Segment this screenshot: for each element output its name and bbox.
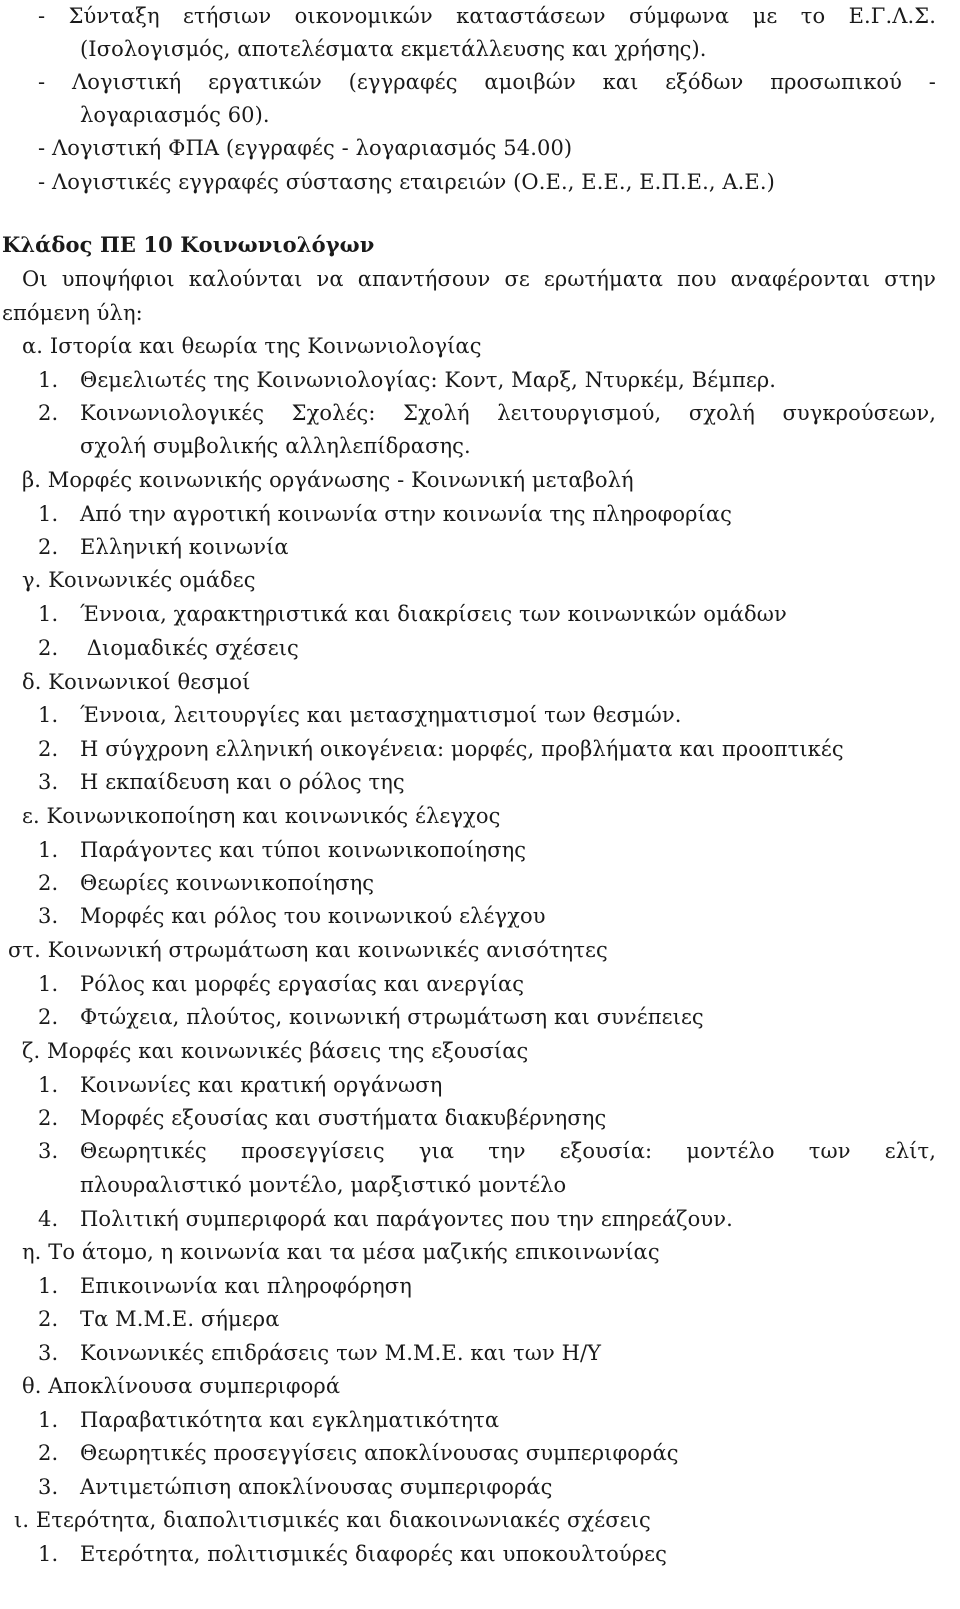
intro-line: (Ισολογισμός, αποτελέσματα εκμετάλλευσης και χρήσης).	[80, 37, 707, 61]
list-item-continuation: πλουραλιστικό μοντέλο, μαρξιστικό μοντέλο	[80, 1173, 567, 1197]
list-item: 3. Μορφές και ρόλος του κοινωνικού ελέγχου	[38, 904, 546, 928]
list-item: 2. Θεωρίες κοινωνικοποίησης	[38, 871, 375, 895]
list-item: 2. Η σύγχρονη ελληνική οικογένεια: μορφές, προβλήματα και προοπτικές	[38, 737, 844, 761]
topic-title: θ. Αποκλίνουσα συμπεριφορά	[22, 1374, 341, 1398]
list-item: 1. Κοινωνίες και κρατική οργάνωση	[38, 1073, 443, 1097]
topic-title: α. Ιστορία και θεωρία της Κοινωνιολογίας	[22, 334, 482, 358]
list-item: 2. Μορφές εξουσίας και συστήματα διακυβέρνησης	[38, 1106, 607, 1130]
topic-title: ι. Ετερότητα, διαπολιτισμικές και διακοινωνιακές σχέσεις	[14, 1508, 651, 1532]
intro-line: - Λογιστική εργατικών (εγγραφές αμοιβών και εξόδων προσωπικού -	[38, 70, 936, 94]
list-item: 4. Πολιτική συμπεριφορά και παράγοντες που την επηρεάζουν.	[38, 1207, 733, 1231]
list-item: 3. Αντιμετώπιση αποκλίνουσας συμπεριφοράς	[38, 1475, 553, 1499]
list-item: 3. Κοινωνικές επιδράσεις των Μ.Μ.Ε. και των Η/Υ	[38, 1341, 602, 1365]
list-item: 1. Θεμελιωτές της Κοινωνιολογίας: Κοντ, Μαρξ, Ντυρκέμ, Βέμπερ.	[38, 368, 777, 392]
topic-title: η. Το άτομο, η κοινωνία και τα μέσα μαζικής επικοινωνίας	[22, 1240, 660, 1264]
topic-title: στ. Κοινωνική στρωμάτωση και κοινωνικές ανισότητες	[8, 938, 608, 962]
topic-title: ε. Κοινωνικοποίηση και κοινωνικός έλεγχος	[22, 804, 501, 828]
list-item: 2. Τα Μ.Μ.Ε. σήμερα	[38, 1307, 280, 1331]
list-item: 1. Επικοινωνία και πληροφόρηση	[38, 1274, 412, 1298]
list-item: 2. Κοινωνιολογικές Σχολές: Σχολή λειτουργισμού, σχολή συγκρούσεων,	[38, 401, 936, 425]
list-item: 3. Η εκπαίδευση και ο ρόλος της	[38, 770, 405, 794]
list-item: 2. Ελληνική κοινωνία	[38, 535, 289, 559]
list-item: 2. Διομαδικές σχέσεις	[38, 636, 299, 660]
intro-line: - Λογιστική ΦΠΑ (εγγραφές - λογαριασμός 54.00)	[38, 136, 573, 160]
list-item: 1. Ετερότητα, πολιτισμικές διαφορές και υποκουλτούρες	[38, 1542, 668, 1566]
intro-line: - Σύνταξη ετήσιων οικονομικών καταστάσεων σύμφωνα με το Ε.Γ.Λ.Σ.	[38, 4, 936, 28]
section-intro: Οι υποψήφιοι καλούνται να απαντήσουν σε ερωτήματα που αναφέρονται στην	[22, 267, 936, 291]
list-item: 1. Έννοια, λειτουργίες και μετασχηματισμοί των θεσμών.	[38, 703, 682, 727]
intro-line: λογαριασμός 60).	[80, 103, 270, 127]
topic-title: γ. Κοινωνικές ομάδες	[22, 568, 256, 592]
topic-title: β. Μορφές κοινωνικής οργάνωσης - Κοινωνική μεταβολή	[22, 468, 634, 492]
list-item: 1. Έννοια, χαρακτηριστικά και διακρίσεις των κοινωνικών ομάδων	[38, 602, 787, 626]
list-item: 2. Θεωρητικές προσεγγίσεις αποκλίνουσας συμπεριφοράς	[38, 1441, 679, 1465]
list-item: 2. Φτώχεια, πλούτος, κοινωνική στρωμάτωση και συνέπειες	[38, 1005, 704, 1029]
intro-line: - Λογιστικές εγγραφές σύστασης εταιρειών (Ο.Ε., Ε.Ε., Ε.Π.Ε., Α.Ε.)	[38, 170, 775, 194]
list-item: 3. Θεωρητικές προσεγγίσεις για την εξουσία: μοντέλο των ελίτ,	[38, 1139, 936, 1163]
topic-title: ζ. Μορφές και κοινωνικές βάσεις της εξουσίας	[22, 1039, 529, 1063]
list-item: 1. Παράγοντες και τύποι κοινωνικοποίησης	[38, 838, 527, 862]
list-item-continuation: σχολή συμβολικής αλληλεπίδρασης.	[80, 434, 471, 458]
list-item: 1. Από την αγροτική κοινωνία στην κοινωνία της πληροφορίας	[38, 502, 733, 526]
topic-title: δ. Κοινωνικοί θεσμοί	[22, 670, 251, 694]
list-item: 1. Ρόλος και μορφές εργασίας και ανεργίας	[38, 972, 525, 996]
section-heading: Κλάδος ΠΕ 10 Κοινωνιολόγων	[2, 232, 375, 257]
list-item: 1. Παραβατικότητα και εγκληματικότητα	[38, 1408, 500, 1432]
section-intro: επόμενη ύλη:	[2, 301, 143, 325]
